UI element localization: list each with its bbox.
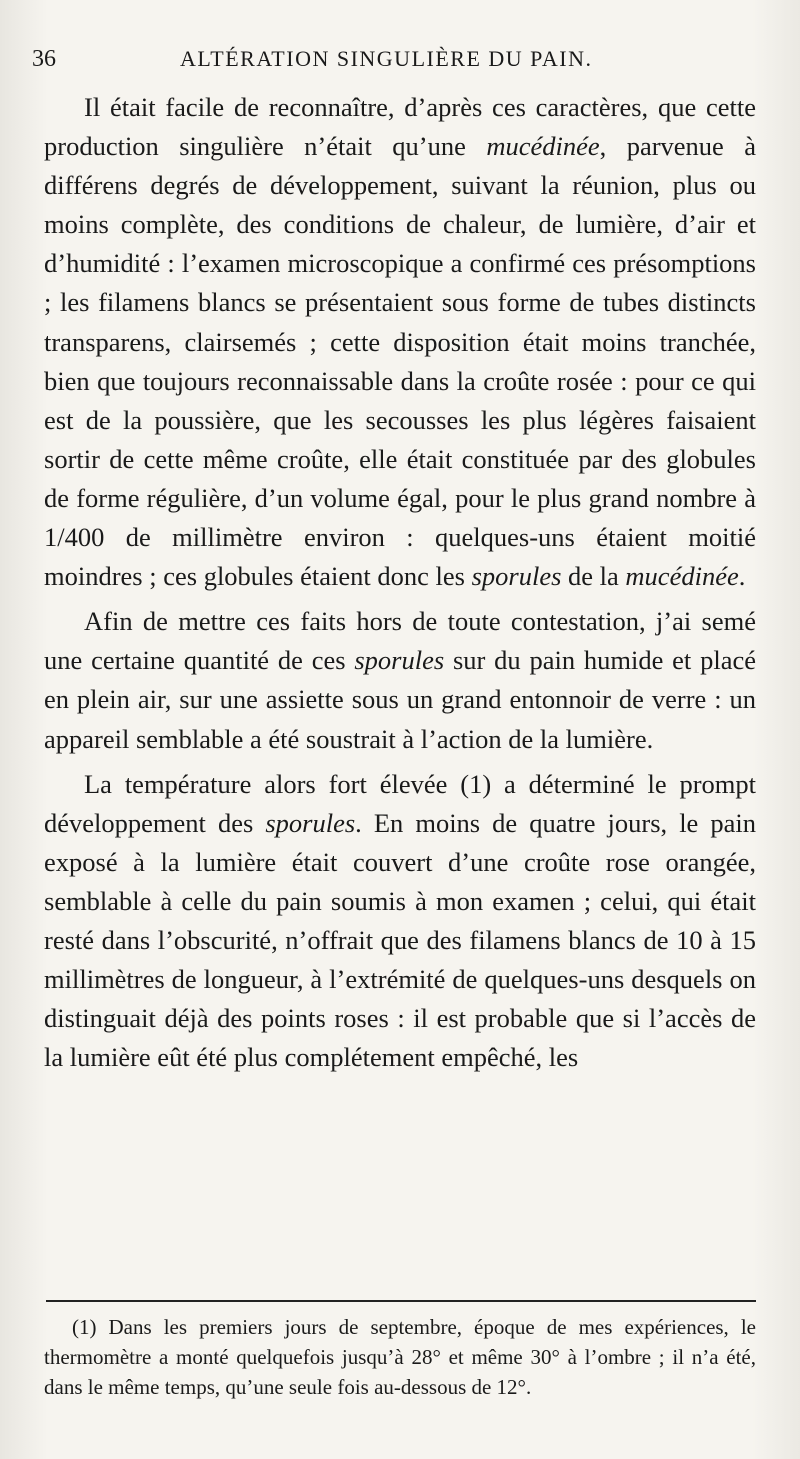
page-header	[30, 40, 770, 80]
text-segment: , parvenue à différens degrés de développement, suivant la réunion, plus ou moins complète, des conditions de chaleur, de lumière, d’air et d’humidité : l’examen microscopique a confirmé ces présomptions ; les filamens blancs se présentaient sous forme de tubes distincts transparens, clairsemés ; cette disposition était moins tranchée, bien que toujours reconnaissable dans la croûte rosée : pour ce qui est de la poussière, que les secousses les plus légères faisaient sortir de cette même croûte, elle était constituée par des globules de forme régulière, d’un volume égal, pour le plus grand nombre à 1/400 de millimètre environ : quelques-uns étaient moitié moindres ; ces globules étaient donc les	[44, 131, 757, 592]
paragraph	[44, 88, 756, 596]
paragraph	[44, 765, 756, 1078]
text-segment: Afin de mettre ces faits hors de toute contestation, j’ai semé une certaine quantité de ces	[44, 606, 756, 676]
text-segment: .	[738, 561, 746, 592]
italic-term: mucédinée	[625, 561, 739, 592]
paragraph	[44, 602, 756, 758]
page-number: 36	[32, 46, 56, 72]
footnote	[44, 1312, 756, 1402]
running-title: ALTÉRATION SINGULIÈRE DU PAIN.	[180, 46, 593, 71]
italic-term: sporules	[471, 561, 562, 592]
text-segment: Il était facile de reconnaître, d’après ces caractères, que cette production singulière n’était qu’une	[44, 92, 756, 162]
italic-term: mucédinée	[486, 131, 600, 162]
body-text	[44, 88, 756, 1077]
text-segment: de la	[561, 561, 626, 592]
footnote-text: (1) Dans les premiers jours de septembre, époque de mes expériences, le thermomètre a monté quelquefois jusqu’à 28° et même 30° à l’ombre ; il n’a été, dans le même temps, qu’une seule fois au-dessous de 12°.	[44, 1315, 756, 1399]
footnote-rule	[46, 1300, 756, 1302]
italic-term: sporules	[265, 807, 356, 838]
text-segment: . En moins de quatre jours, le pain exposé à la lumière était couvert d’une croûte rose orangée, semblable à celle du pain soumis à mon examen ; celui, qui était resté dans l’obscurité, n’offrait que des filamens blancs de 10 à 15 millimètres de longueur, à l’extrémité de quelques-uns desquels on distinguait déjà des points roses : il est probable que si l’accès de la lumière eût été plus complétement empêché, les	[44, 807, 756, 1073]
text-segment: sur du pain humide et placé en plein air, sur une assiette sous un grand entonnoir de verre : un appareil semblable a été soustrait à l’action de la lumière.	[44, 645, 756, 754]
italic-term: sporules	[354, 645, 445, 676]
text-segment: La température alors fort élevée (1) a déterminé le prompt développement des	[44, 768, 756, 838]
